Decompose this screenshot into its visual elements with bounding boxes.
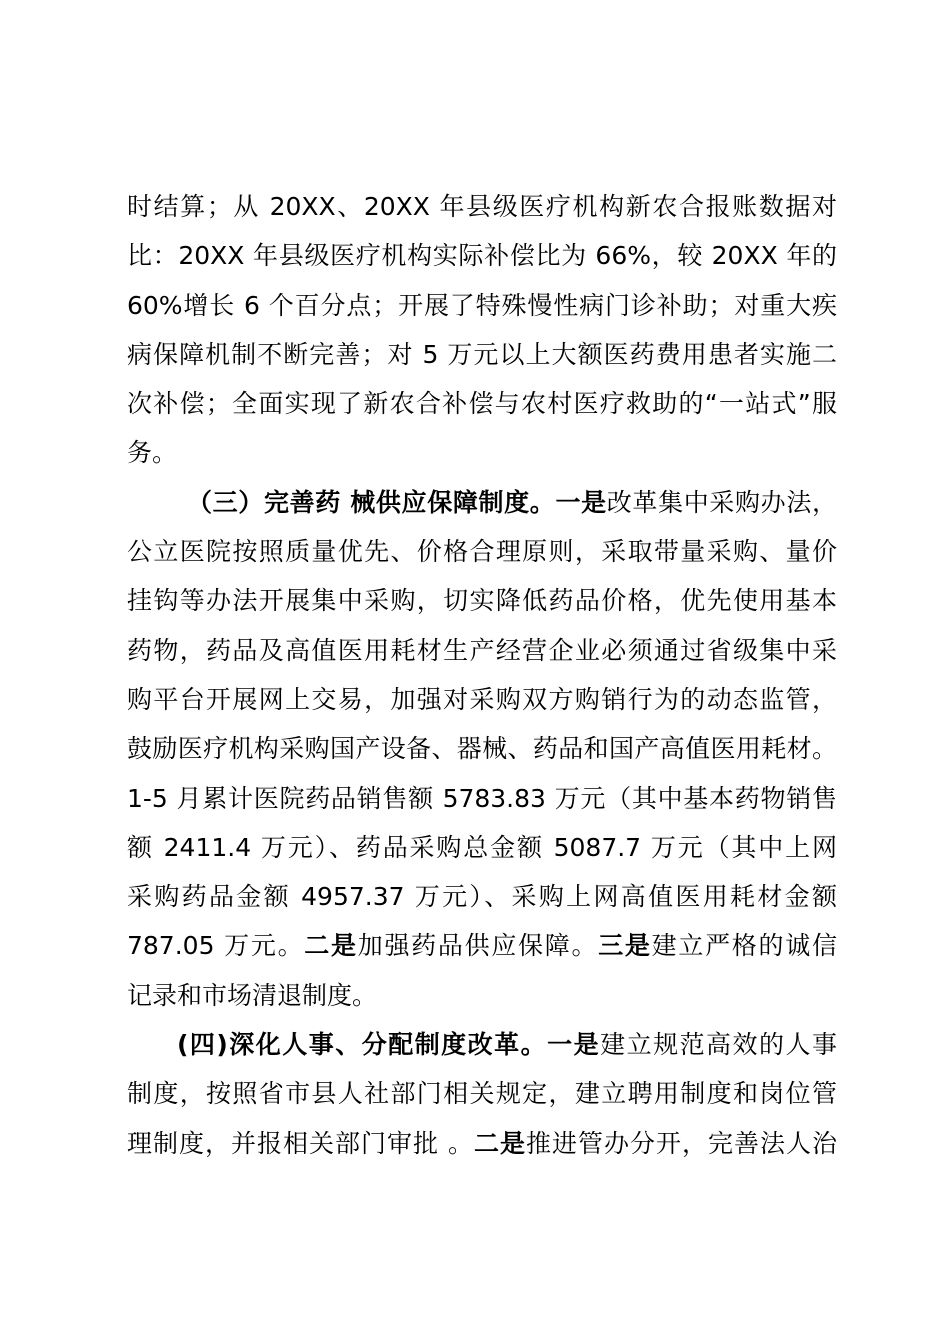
section-4-first-line bbox=[127, 1020, 837, 1069]
text-line: 挂钩等办法开展集中采购，切实降低药品价格，优先使用基本 bbox=[127, 586, 837, 616]
text-line: 鼓励医疗机构采购国产设备、器械、药品和国产高值医用耗材。 bbox=[127, 734, 837, 764]
text-line: 病保障机制不断完善；对 5 万元以上大额医药费用患者实施二 bbox=[127, 339, 837, 369]
item-marker: 一是 bbox=[555, 487, 607, 517]
document-body bbox=[127, 182, 837, 1168]
text-line: 额 2411.4 万元）、药品采购总金额 5087.7 万元（其中上网 bbox=[127, 832, 837, 862]
item-marker: 三是 bbox=[598, 931, 652, 961]
text-line: 制度，按照省市县人社部门相关规定，建立聘用制度和岗位管 bbox=[127, 1079, 837, 1109]
section-3-heading: （三）完善药 械供应保障制度。 bbox=[187, 487, 556, 517]
text-line: 采购药品金额 4957.37 万元）、采购上网高值医用耗材金额 bbox=[127, 882, 837, 912]
text-line: 记录和市场清退制度。 bbox=[127, 980, 378, 1010]
text-span: 推进管办分开，完善法人治 bbox=[525, 1128, 837, 1158]
text-span: 改革集中采购办法， bbox=[606, 487, 837, 517]
item-marker: 二是 bbox=[473, 1128, 526, 1158]
section-3-items-line bbox=[127, 921, 837, 970]
text-line: 次补偿；全面实现了新农合补偿与农村医疗救助的“一站式”服 bbox=[127, 389, 837, 419]
section-4-items-line bbox=[127, 1119, 837, 1168]
section-4-heading: (四)深化人事、分配制度改革。 bbox=[177, 1030, 548, 1060]
text-line: 购平台开展网上交易，加强对采购双方购销行为的动态监管， bbox=[127, 684, 837, 714]
text-span: 建立规范高效的人事 bbox=[600, 1030, 837, 1060]
item-marker: 二是 bbox=[304, 931, 358, 961]
text-span: 理制度，并报相关部门审批 。 bbox=[127, 1128, 474, 1158]
text-line: 公立医院按照质量优先、价格合理原则，采取带量采购、量价 bbox=[127, 537, 837, 567]
text-span: 建立严格的诚信 bbox=[651, 931, 837, 961]
text-line: 时结算；从 20XX、20XX 年县级医疗机构新农合报账数据对 bbox=[127, 192, 837, 221]
section-4-paragraph bbox=[127, 1020, 837, 1168]
continuation-paragraph bbox=[127, 182, 837, 478]
text-line: 务。 bbox=[127, 438, 178, 468]
text-line: 60%增长 6 个百分点；开展了特殊慢性病门诊补助；对重大疾 bbox=[127, 290, 837, 320]
text-line: 药物，药品及高值医用耗材生产经营企业必须通过省级集中采 bbox=[127, 635, 837, 665]
text-span: 787.05 万元。 bbox=[127, 931, 305, 961]
section-3-first-line bbox=[127, 478, 837, 527]
section-3-paragraph bbox=[127, 478, 837, 1020]
text-line: 1-5 月累计医院药品销售额 5783.83 万元（其中基本药物销售 bbox=[127, 783, 837, 813]
text-span: 加强药品供应保障。 bbox=[357, 931, 599, 961]
item-marker: 一是 bbox=[547, 1030, 601, 1060]
text-line: 比：20XX 年县级医疗机构实际补偿比为 66%，较 20XX 年的 bbox=[127, 241, 837, 271]
